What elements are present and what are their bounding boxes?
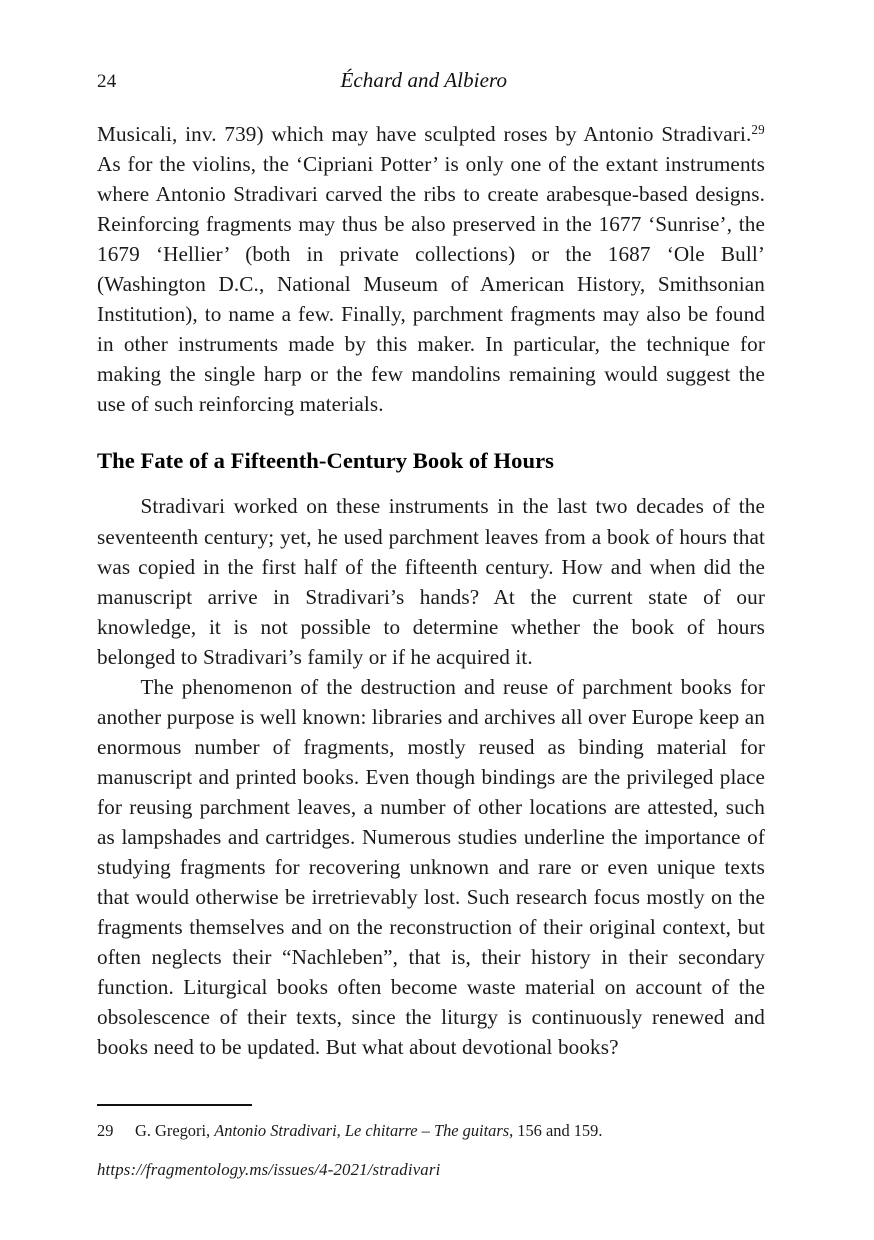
section-heading-wrapper <box>97 419 765 491</box>
footnote-separator-rule <box>97 1104 252 1106</box>
footnote-author: G. Gregori, <box>135 1121 215 1140</box>
running-head <box>97 68 765 98</box>
section-heading: The Fate of a Fifteenth-Century Book of Hours <box>97 448 554 474</box>
footnote-area <box>97 1104 765 1142</box>
footnote-reference-29[interactable]: 29 <box>751 122 765 138</box>
paragraph-continued <box>97 119 765 419</box>
paragraph-1-part-a: Musicali, inv. 739) which may have sculpted roses by Antonio Stradivari. <box>97 122 752 146</box>
paragraph-3: The phenomenon of the destruction and reuse of parchment books for another purpose is well known: libraries and archives all over Europe keep an enormous number of fragments, mostly reused as binding material for manuscript and printed books. Even though bindings are the privileged place for reusing parchment leaves, a number of other locations are attested, such as lampshades and cartridges. Numerous studies underline the importance of studying fragments for recovering unknown and rare or even unique texts that would otherwise be irretrievably lost. Such research focus mostly on the fragments themselves and on the reconstruction of their original context, but often neglects their “Nachleben”, that is, their history in their secondary function. Liturgical books often become waste material on account of the obsolescence of their texts, since the liturgy is continuously renewed and books need to be updated. But what about devotional books? <box>97 674 765 1060</box>
running-head-title: Échard and Albiero <box>340 68 508 92</box>
footnote-text <box>135 1120 765 1142</box>
footnote-pages: , 156 and 159. <box>509 1121 603 1140</box>
page-number: 24 <box>97 71 117 92</box>
footer-url[interactable]: https://fragmentology.ms/issues/4-2021/stradivari <box>97 1160 441 1179</box>
main-text-block <box>97 119 765 1062</box>
footnote-number: 29 <box>97 1121 114 1140</box>
paragraph-2: Stradivari worked on these instruments in the last two decades of the seventeenth century; yet, he used parchment leaves from a book of hours that was copied in the first half of the fifteenth century. How and when did the manuscript arrive in Stradivari’s hands? At the current state of our knowledge, it is not possible to determine whether the book of hours belonged to Stradivari’s family or if he acquired it. <box>97 494 765 669</box>
footnote-title: Antonio Stradivari, Le chitarre – The guitars <box>214 1121 510 1140</box>
paragraph-1-part-b: As for the violins, the ‘Cipriani Potter’ is only one of the extant instruments where Antonio Stradivari carved the ribs to create arabesque-based designs. Reinforcing fragments may thus be also preserved in the 1677 ‘Sunrise’, the 1679 ‘Hellier’ (both in private collections) or the 1687 ‘Ole Bull’ (Washington D.C., National Museum of American History, Smithsonian Institution), to name a few. Finally, parchment fragments may also be found in other instruments made by this maker. In particular, the technique for making the single harp or the few mandolins remaining would suggest the use of such reinforcing materials. <box>97 152 765 417</box>
footnote-entry-29 <box>97 1120 765 1142</box>
